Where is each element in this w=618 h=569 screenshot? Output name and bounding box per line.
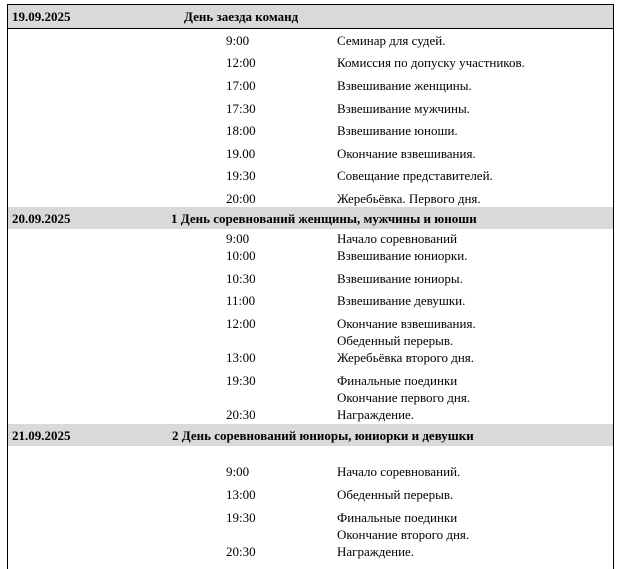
event-time: 18:00 (226, 123, 256, 138)
event-time: 10:00 (226, 248, 256, 263)
event-time: 19.00 (226, 146, 256, 161)
event-time: 13:00 (226, 487, 256, 502)
event-description (337, 270, 463, 287)
event-time: 12:00 (226, 55, 256, 70)
event-description (337, 100, 470, 117)
event-description (337, 247, 467, 264)
event-line: Взвешивание женщины. (337, 78, 472, 93)
event-description (337, 230, 457, 247)
event-time: 17:30 (226, 101, 256, 116)
day-header-band (8, 5, 613, 28)
event-line: Совещание представителей. (337, 168, 493, 183)
day-date: 20.09.2025 (12, 211, 71, 226)
event-line: Взвешивание юниорки. (337, 248, 468, 263)
event-description (337, 167, 493, 184)
event-time: 9:00 (226, 33, 250, 48)
event-time: 19:30 (226, 168, 256, 183)
event-description (337, 543, 414, 560)
event-line: Награждение. (337, 407, 415, 422)
event-description (337, 463, 460, 480)
event-time: 12:00 (226, 316, 256, 331)
event-line: Начало соревнований. (337, 464, 461, 479)
day-date: 19.09.2025 (12, 9, 71, 24)
day-title: День заезда команд (184, 9, 299, 24)
event-time: 20:00 (226, 191, 256, 206)
event-description (337, 509, 469, 543)
event-description (337, 54, 525, 71)
event-line: Окончание взвешивания. (337, 316, 476, 331)
event-line: Финальные поединки (337, 510, 458, 525)
event-description (337, 122, 458, 139)
event-description (337, 292, 465, 309)
event-line: Окончание взвешивания. (337, 146, 476, 161)
event-time: 13:00 (226, 350, 256, 365)
event-time: 20:30 (226, 407, 256, 422)
day-title: 2 День соревнований юниоры, юниорки и девушки (172, 428, 474, 443)
event-line: Взвешивание юноши. (337, 123, 458, 138)
day-header-divider (7, 28, 614, 29)
event-description (337, 32, 445, 49)
event-line: Жеребьёвка второго дня. (337, 350, 475, 365)
table-border-right (613, 4, 614, 569)
event-description (337, 77, 472, 94)
day-title: 1 День соревнований женщины, мужчины и юноши (171, 211, 477, 226)
event-line: Начало соревнований (337, 231, 458, 246)
event-line: Обеденный перерыв. (337, 333, 454, 348)
event-time: 9:00 (226, 231, 250, 246)
event-description (337, 190, 481, 207)
table-border-left (7, 4, 8, 569)
event-time: 19:30 (226, 510, 256, 525)
event-time: 11:00 (226, 293, 256, 308)
event-line: Жеребьёвка. Первого дня. (337, 191, 481, 206)
event-time: 20:30 (226, 544, 256, 559)
event-line: Взвешивание мужчины. (337, 101, 470, 116)
event-time: 19:30 (226, 373, 256, 388)
event-line: Взвешивание девушки. (337, 293, 466, 308)
event-description (337, 406, 414, 423)
event-time: 10:30 (226, 271, 256, 286)
event-line: Финальные поединки (337, 373, 458, 388)
event-description (337, 145, 476, 162)
day-date: 21.09.2025 (12, 428, 71, 443)
event-line: Взвешивание юниоры. (337, 271, 463, 286)
event-description (337, 372, 470, 406)
event-time: 9:00 (226, 464, 250, 479)
event-line: Награждение. (337, 544, 415, 559)
event-line: Семинар для судей. (337, 33, 446, 48)
event-line: Комиссия по допуску участников. (337, 55, 525, 70)
event-line: Обеденный перерыв. (337, 487, 454, 502)
event-time: 17:00 (226, 78, 256, 93)
event-description (337, 349, 474, 366)
event-description (337, 315, 476, 349)
event-description (337, 486, 453, 503)
event-line: Окончание второго дня. (337, 527, 470, 542)
event-line: Окончание первого дня. (337, 390, 471, 405)
